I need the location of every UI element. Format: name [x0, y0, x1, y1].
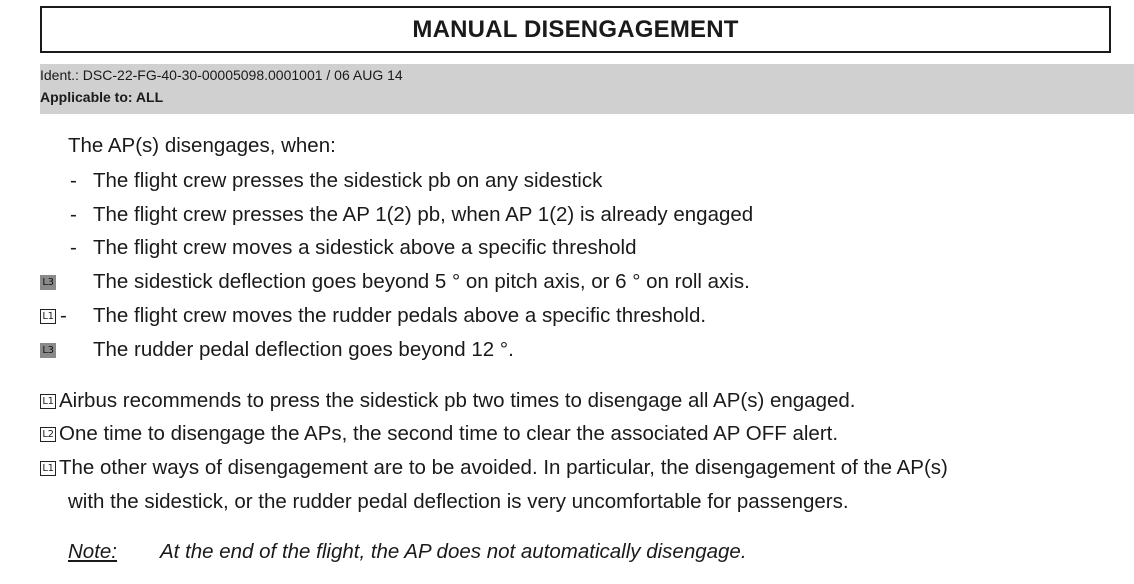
list-item: The flight crew moves the rudder pedals above a specific threshold.: [93, 304, 707, 327]
avoid-text-line2: with the sidestick, or the rudder pedal deflection is very uncomfortable for passengers.: [68, 490, 849, 513]
bullet-dash: -: [70, 169, 77, 192]
list-item: The flight crew moves a sidestick above a specific threshold: [93, 236, 637, 259]
ident-line: Ident.: DSC-22-FG-40-30-00005098.0001001 / 06 AUG 14: [40, 67, 403, 83]
recommend-text: Airbus recommends to press the sidestick pb two times to disengage all AP(s) engaged.: [59, 389, 856, 412]
intro-text: The AP(s) disengages, when:: [68, 134, 336, 157]
level-1-badge: L1: [40, 461, 56, 476]
rudder-threshold-text: The rudder pedal deflection goes beyond 12 °.: [93, 338, 514, 361]
l2-detail-text: One time to disengage the APs, the second time to clear the associated AP OFF alert.: [59, 422, 839, 445]
level-3-badge: L3: [40, 275, 56, 290]
sidestick-threshold-text: The sidestick deflection goes beyond 5 ° on pitch axis, or 6 ° on roll axis.: [93, 270, 750, 293]
applicability-line: Applicable to: ALL: [40, 89, 164, 105]
level-3-badge: L3: [40, 343, 56, 358]
level-2-badge: L2: [40, 427, 56, 442]
level-1-badge: L1: [40, 394, 56, 409]
avoid-text-line1: The other ways of disengagement are to be avoided. In particular, the disengagement of the AP(s): [59, 456, 948, 479]
note-label: Note:: [68, 540, 117, 563]
bullet-dash: -: [70, 236, 77, 259]
bullet-dash: -: [70, 203, 77, 226]
note-text: At the end of the flight, the AP does not automatically disengage.: [160, 540, 747, 563]
level-1-badge: L1: [40, 309, 56, 324]
list-item: The flight crew presses the sidestick pb on any sidestick: [93, 169, 603, 192]
list-item: The flight crew presses the AP 1(2) pb, when AP 1(2) is already engaged: [93, 203, 754, 226]
bullet-dash: -: [60, 304, 67, 327]
section-title: MANUAL DISENGAGEMENT: [40, 6, 1111, 53]
